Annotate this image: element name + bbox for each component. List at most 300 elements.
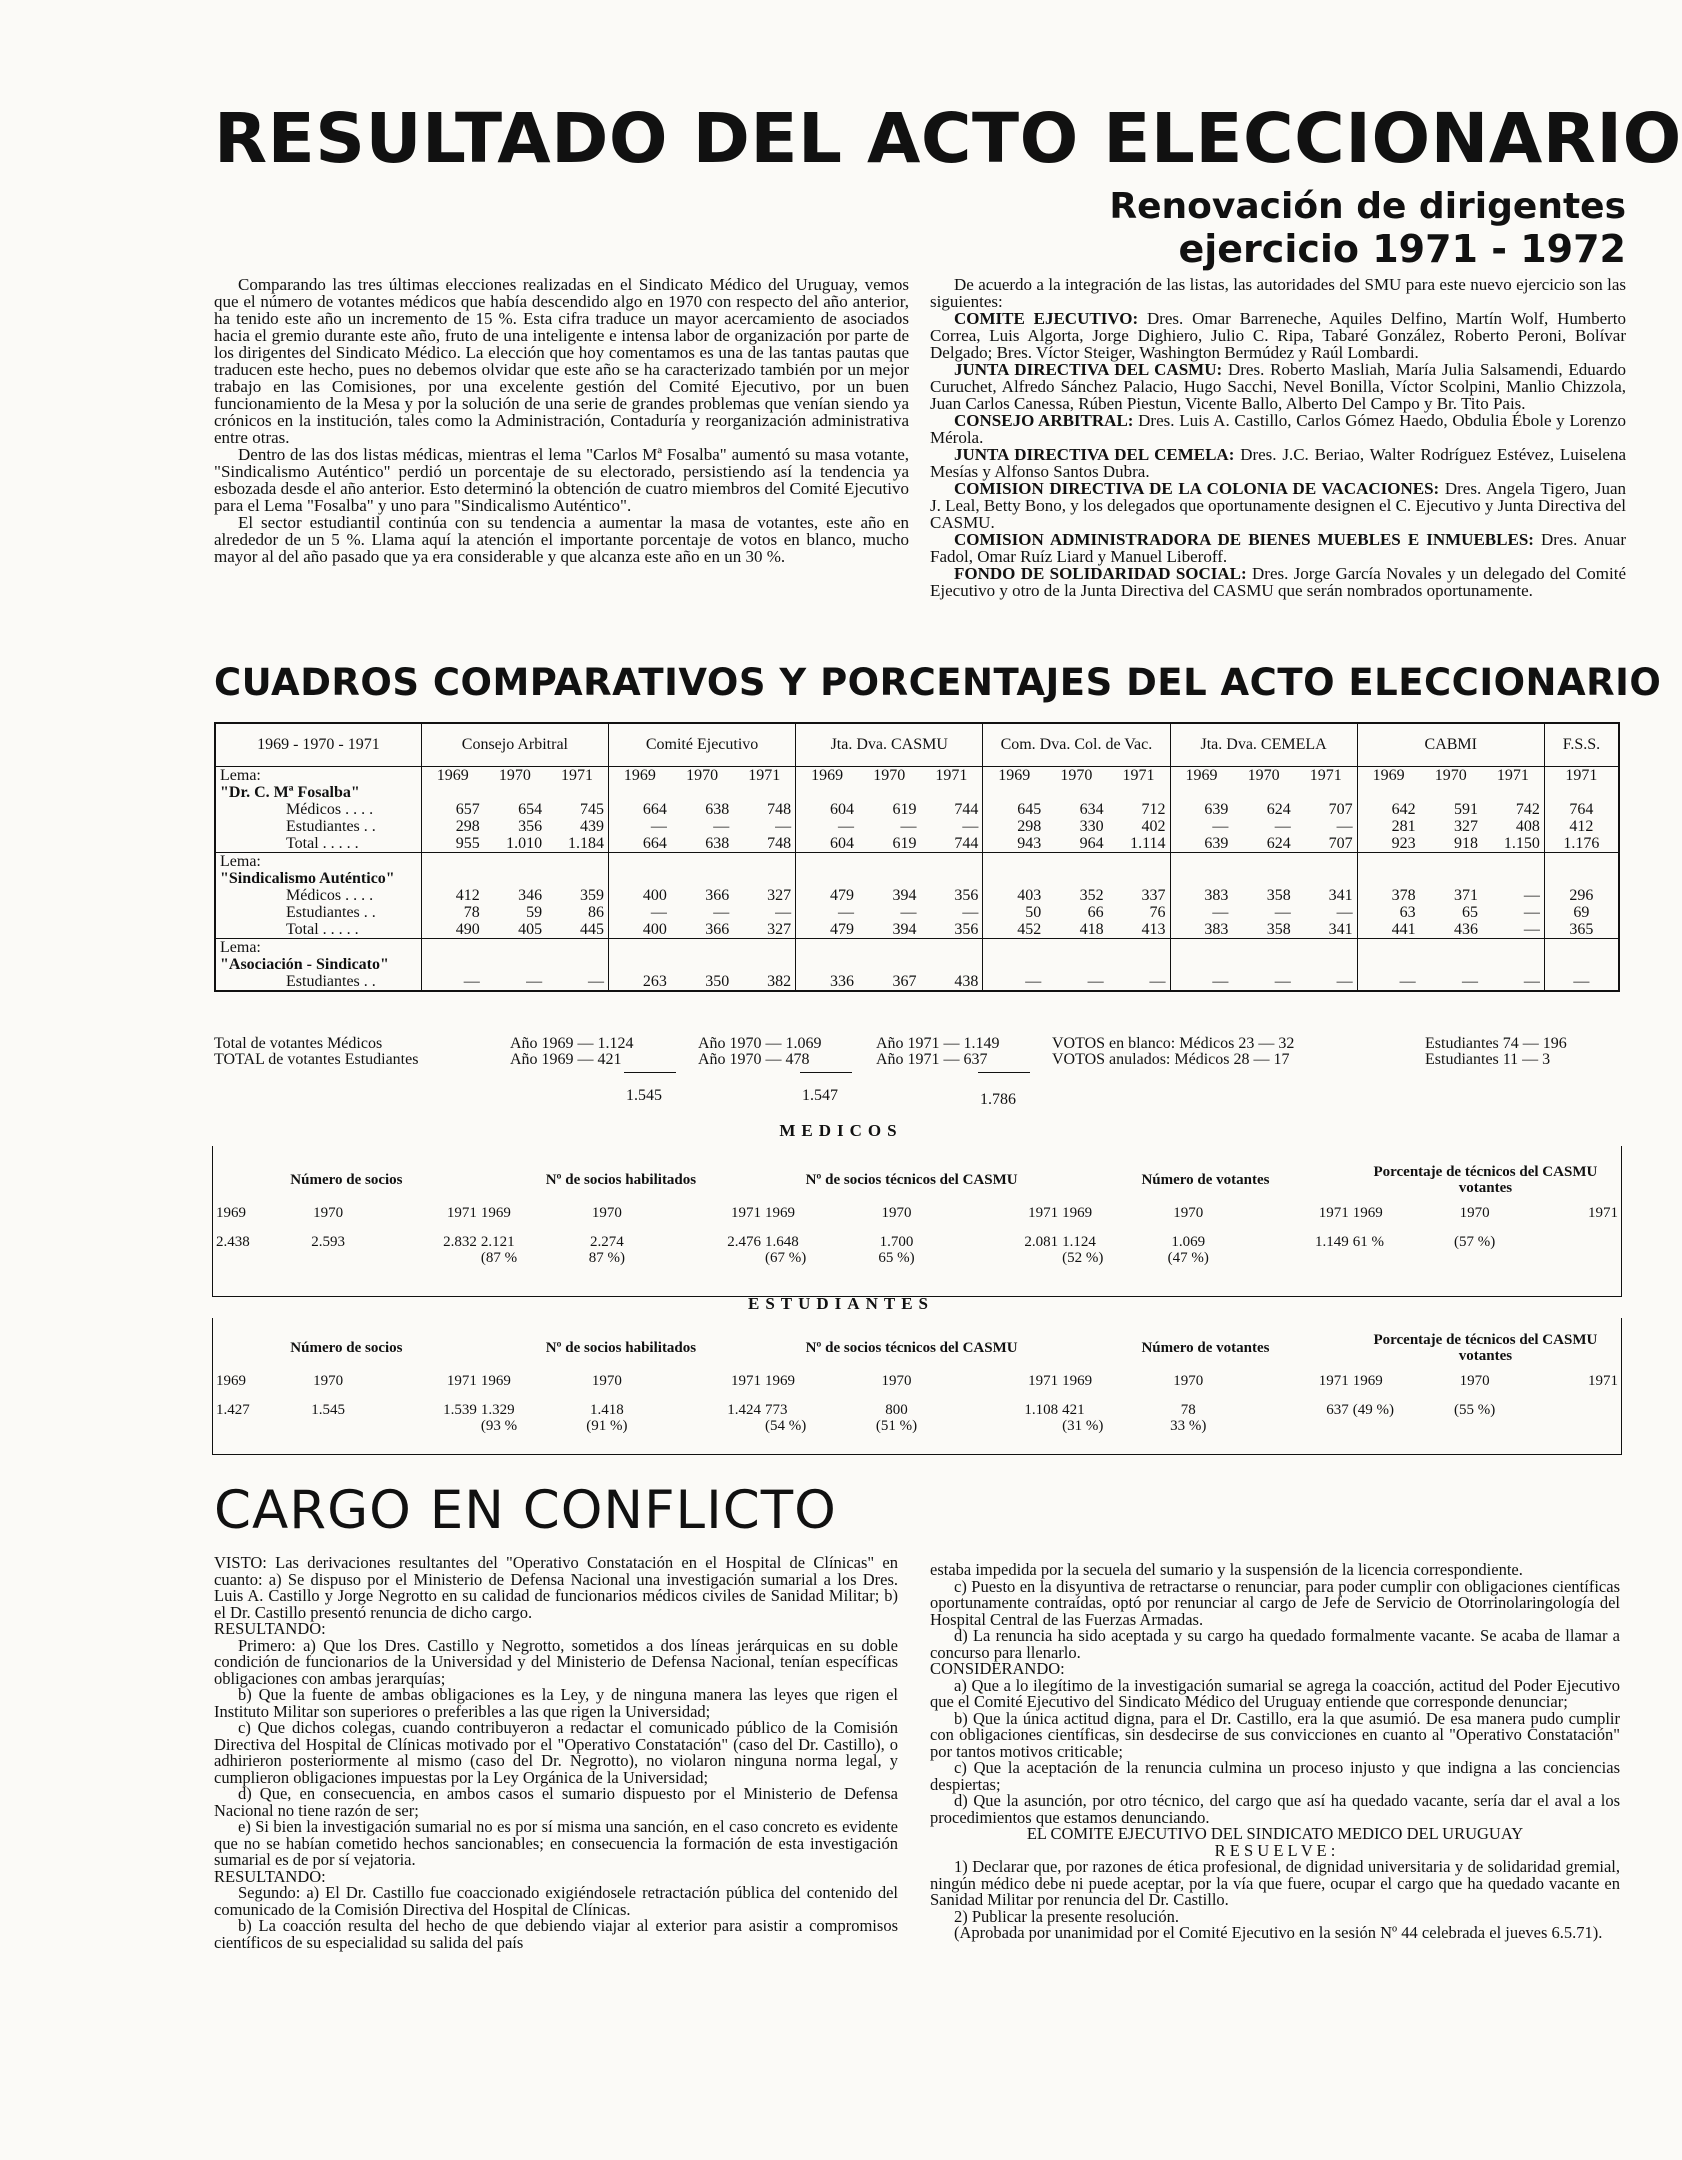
value-cell: — <box>1523 921 1540 938</box>
percent-cell: (93 % <box>480 1418 518 1434</box>
empty-cell <box>608 870 670 887</box>
year-cell: 1970 <box>1045 767 1107 785</box>
year-cell <box>858 939 920 957</box>
value-cell: 637 <box>1326 1402 1349 1418</box>
totals-med-1970: Año 1970 — 1.069 <box>698 1035 822 1052</box>
row-label: Total . . . . . <box>215 921 421 939</box>
empty-cell <box>858 956 920 973</box>
totals-sum-1969: 1.545 <box>626 1087 662 1104</box>
value-cell: 1.700 <box>879 1234 914 1250</box>
value-cell: 2.593 <box>311 1234 345 1250</box>
empty-cell <box>1482 784 1544 801</box>
value-cell: 1.010 <box>506 835 543 852</box>
totals-med-1969: Año 1969 — 1.124 <box>510 1035 634 1052</box>
value-cell: — <box>1045 973 1107 991</box>
value-cell: — <box>1274 904 1291 921</box>
value-cell: 281 <box>1357 818 1419 835</box>
empty-cell <box>484 784 546 801</box>
value-cell: — <box>962 818 979 835</box>
value-cell: 943 <box>983 835 1045 853</box>
value-cell: 664 <box>608 835 670 853</box>
value-cell: 479 <box>796 921 858 939</box>
cargo-paragraph: d) Que la asunción, por otro técnico, del cargo que así ha quedado vacante, sería dar el aval a los procedimientos que estamos denunciando. <box>930 1791 1620 1827</box>
empty-cell <box>920 870 982 887</box>
lema-data-row <box>215 801 1619 818</box>
percent-cell <box>382 1250 479 1266</box>
value-cell: 59 <box>526 904 543 921</box>
empty-cell <box>484 870 546 887</box>
value-cell: — <box>608 904 670 921</box>
authority-members: Dres. Jorge García Novales y un delegado del Comité Ejecutivo y otro de la Junta Directiva del CASMU que serán nombrados oportunamente. <box>930 564 1626 600</box>
empty-cell <box>1420 956 1482 973</box>
percent-cell <box>1247 1418 1350 1434</box>
value-cell: — <box>775 904 792 921</box>
value-cell: 645 <box>983 801 1045 818</box>
authority-entry <box>930 531 1626 565</box>
empty-cell <box>858 784 920 801</box>
lema-name: "Sindicalismo Auténtico" <box>215 870 421 887</box>
year-cell: 1969 <box>216 1205 246 1221</box>
value-cell: 298 <box>983 818 1045 835</box>
value-cell: 336 <box>796 973 858 991</box>
year-cell: 1971 <box>1028 1205 1059 1221</box>
year-cell: 1970 <box>1420 767 1482 785</box>
value-cell: — <box>1336 818 1353 835</box>
cargo-paragraph: estaba impedida por la secuela del sumario y la suspensión de la licencia correspondiente. <box>930 1560 1523 1579</box>
year-cell <box>546 939 608 957</box>
empty-cell <box>920 956 982 973</box>
estudiantes-percent-row <box>214 1418 1620 1434</box>
empty-cell <box>1420 784 1482 801</box>
empty-cell <box>1357 784 1419 801</box>
year-cell <box>421 939 483 957</box>
value-cell: 63 <box>1357 904 1419 921</box>
year-cell: 1969 <box>796 767 858 785</box>
value-cell: 337 <box>1141 887 1166 904</box>
percent-cell: (87 % <box>480 1250 518 1266</box>
value-cell: 352 <box>1079 887 1104 904</box>
value-cell: 436 <box>1453 921 1478 938</box>
value-cell: 955 <box>421 835 483 853</box>
lema-name-row <box>215 870 1619 887</box>
lema-data-row <box>215 835 1619 853</box>
value-cell: 1.150 <box>1503 835 1540 852</box>
year-cell: 1970 <box>591 1373 622 1389</box>
lema-name: "Asociación - Sindicato" <box>215 956 421 973</box>
empty-cell <box>1544 784 1619 801</box>
year-cell <box>1045 939 1107 957</box>
value-cell: 383 <box>1170 887 1232 904</box>
value-cell: 591 <box>1453 801 1478 818</box>
percent-cell: (52 %) <box>1062 1250 1104 1266</box>
year-cell <box>671 939 733 957</box>
percent-cell <box>1415 1418 1533 1434</box>
headline: RESULTADO DEL ACTO ELECCIONARIO <box>214 99 1682 179</box>
cargo-left-column <box>214 1555 898 1951</box>
value-cell: 707 <box>1328 835 1353 852</box>
authority-entry <box>930 565 1626 599</box>
value-cell: 365 <box>1544 921 1619 939</box>
lema-data-row <box>215 887 1619 904</box>
percent-cell <box>1534 1250 1620 1266</box>
value-cell: 382 <box>733 973 795 991</box>
authority-label: FONDO DE SOLIDARIDAD SOCIAL: <box>954 564 1247 583</box>
year-cell <box>1482 939 1544 957</box>
year-cell <box>1108 939 1170 957</box>
value-cell: (49 %) <box>1352 1402 1395 1418</box>
empty-cell <box>421 956 483 973</box>
value-cell: 356 <box>954 921 979 938</box>
lema-year-row <box>215 939 1619 957</box>
cargo-paragraph: c) Puesto en la disyuntiva de retractarse o renunciar, para poder cumplir con obligaciones científicas oportunamente contraídas, optó por renunciar al cargo de Jefe de Servicio de Otorrinolaringología del Hospital Central de las Fuerzas Armadas. <box>930 1576 1620 1629</box>
value-cell: 2.274 <box>590 1234 624 1250</box>
percent-cell: 65 %) <box>878 1250 915 1266</box>
value-cell: 1.184 <box>567 835 604 852</box>
cargo-paragraph: e) Si bien la investigación sumarial no es por sí misma una sanción, en el caso concreto es evidente que no se habían cometido hechos sancionables; en consecuencia la formación de esta investigación sumarial es de por sí vejatoria. <box>214 1817 898 1869</box>
cargo-title: CARGO EN CONFLICTO <box>214 1480 837 1541</box>
year-cell: 1969 <box>765 1205 796 1221</box>
value-cell: 1.427 <box>216 1402 250 1418</box>
value-cell <box>1534 1226 1620 1250</box>
votos-blanco-estudiantes: Estudiantes 74 — 196 <box>1425 1035 1567 1052</box>
value-cell: 78 <box>1180 1402 1196 1418</box>
year-cell: 1970 <box>881 1205 912 1221</box>
empty-cell <box>421 784 483 801</box>
year-cell <box>1420 939 1482 957</box>
year-cell: 1969 <box>1352 1373 1383 1389</box>
value-cell: 2.476 <box>727 1234 762 1250</box>
value-cell: — <box>1108 973 1170 991</box>
value-cell: 400 <box>608 921 670 939</box>
year-cell: 1971 <box>731 1373 762 1389</box>
year-cell: 1971 <box>1318 1373 1349 1389</box>
year-cell <box>796 853 858 871</box>
year-cell: 1969 <box>1062 1205 1093 1221</box>
value-cell: 421 <box>1062 1402 1085 1418</box>
value-cell: 346 <box>518 887 543 904</box>
authority-entry <box>930 480 1626 531</box>
subhead-line-1: Renovación de dirigentes <box>1109 186 1626 227</box>
year-cell <box>1357 853 1419 871</box>
empty-cell <box>546 784 608 801</box>
authority-label: JUNTA DIRECTIVA DEL CEMELA: <box>954 445 1235 464</box>
estudiantes-header: Número de socios <box>290 1340 403 1356</box>
empty-cell <box>421 870 483 887</box>
value-cell: 65 <box>1461 904 1478 921</box>
value-cell <box>1534 1394 1620 1418</box>
comparative-title: CUADROS COMPARATIVOS Y PORCENTAJES DEL ACTO ELECCIONARIO <box>214 661 1662 704</box>
totals-est-1970: Año 1970 — 478 <box>698 1051 810 1068</box>
value-cell: — <box>1274 818 1291 835</box>
value-cell: 624 <box>1266 835 1291 852</box>
value-cell: 78 <box>421 904 483 921</box>
value-cell: 745 <box>579 801 604 818</box>
lema-data-row <box>215 921 1619 939</box>
left-article-paragraph: Comparando las tres últimas elecciones realizadas en el Sindicato Médico del Uruguay, vemos que el número de votantes médicos que había descendido algo en 1970 con respecto del año anterior, ha tenido este año un incremento de 15 %. Esta cifra traduce un mayor acercamiento de asociados hacia el gremio durante este año, fruto de una inteligente e intensa labor de organización por parte de los dirigentes del Sindicato Médico. La elección que hoy comentamos es una de las tantas pautas que traducen este hecho, pues no debemos olvidar que este año se ha caracterizado también por un mejor trabajo en las Comisiones, por una excelente gestión del Comité Ejecutivo, por un buen funcionamiento de la Mesa y por la solución de una serie de grandes problemas que venían siendo ya crónicos en la institución, tales como la Administración, Contaduría y reorganización administrativa entre otras. <box>214 275 909 447</box>
empty-cell <box>1295 870 1357 887</box>
value-cell: — <box>1357 973 1419 991</box>
percent-cell <box>666 1250 763 1266</box>
value-cell: 1.648 <box>765 1234 799 1250</box>
right-article-intro: De acuerdo a la integración de las listas, las autoridades del SMU para este nuevo ejercicio son las siguientes: <box>930 275 1626 311</box>
authority-members: Dres. Omar Barreneche, Aquiles Delfino, Martín Wolf, Humberto Correa, Luis Algorta, Jorge Dighiero, Julio C. Ripa, Tabaré González, Roberto Peroni, Bolívar Delgado; Bres. Víctor Steiger, Washington Bermúdez y Raúl Lombardi. <box>930 309 1626 362</box>
year-cell: 1970 <box>484 767 546 785</box>
cargo-paragraph: RESULTANDO: <box>214 1866 326 1886</box>
subhead-line-2: ejercicio 1971 - 1972 <box>1178 227 1626 271</box>
cargo-paragraph: RESULTANDO: <box>214 1619 326 1638</box>
empty-cell <box>733 956 795 973</box>
empty-cell <box>1357 956 1419 973</box>
header-group: CABMI <box>1357 723 1544 767</box>
year-cell: 1970 <box>313 1205 344 1221</box>
percent-cell <box>214 1250 274 1266</box>
value-cell: 638 <box>705 835 730 852</box>
year-cell: 1970 <box>671 767 733 785</box>
value-cell: 438 <box>920 973 982 991</box>
value-cell: 634 <box>1079 801 1104 818</box>
value-cell: 358 <box>1266 887 1291 904</box>
empty-cell <box>671 784 733 801</box>
empty-cell <box>608 956 670 973</box>
year-cell <box>920 853 982 871</box>
empty-cell <box>920 784 982 801</box>
year-cell: 1969 <box>1352 1205 1383 1221</box>
value-cell: 624 <box>1266 801 1291 818</box>
cargo-paragraph: d) Que, en consecuencia, en ambos casos el sumario dispuesto por el Ministerio de Defensa Nacional no tiene razón de ser; <box>214 1784 898 1820</box>
percent-cell: (51 %) <box>875 1418 918 1434</box>
year-cell <box>1357 939 1419 957</box>
percent-cell <box>274 1418 382 1434</box>
empty-cell <box>1357 870 1419 887</box>
value-cell: 403 <box>983 887 1045 904</box>
empty-cell <box>1295 956 1357 973</box>
authority-label: CONSEJO ARBITRAL: <box>954 411 1134 430</box>
year-cell <box>608 939 670 957</box>
year-cell: 1969 <box>480 1373 511 1389</box>
value-cell: 408 <box>1515 818 1540 835</box>
value-cell: — <box>962 904 979 921</box>
year-cell: 1969 <box>1357 767 1419 785</box>
lema-data-row <box>215 904 1619 921</box>
value-cell: — <box>900 904 917 921</box>
empty-cell <box>1482 870 1544 887</box>
votos-blanco: VOTOS en blanco: Médicos 23 — 32 <box>1052 1035 1295 1052</box>
year-cell: 1970 <box>858 767 920 785</box>
empty-cell <box>671 870 733 887</box>
value-cell: — <box>1523 904 1540 921</box>
value-cell: 654 <box>518 801 543 818</box>
empty-cell <box>1232 870 1294 887</box>
year-cell <box>1170 939 1232 957</box>
medicos-percent-row <box>214 1250 1620 1266</box>
header-group: Jta. Dva. CASMU <box>796 723 983 767</box>
value-cell: — <box>1544 973 1619 991</box>
value-cell: 350 <box>671 973 733 991</box>
value-cell: 341 <box>1328 887 1353 904</box>
value-cell: 327 <box>767 921 792 938</box>
value-cell: 441 <box>1357 921 1419 939</box>
empty-cell <box>1420 870 1482 887</box>
percent-cell <box>1351 1250 1416 1266</box>
value-cell: 657 <box>421 801 483 818</box>
cargo-paragraph: 1) Declarar que, por razones de ética profesional, de dignidad universitaria y de solidaridad gremial, ningún médico debe ni puede aceptar, por la vía que fuere, ocupar el cargo que ha quedado vacante en Sanidad Militar por renuncia del Dr. Castillo. <box>930 1857 1620 1909</box>
value-cell: 418 <box>1079 921 1104 938</box>
value-cell: 366 <box>705 887 730 904</box>
year-cell: 1971 <box>1544 767 1619 785</box>
header-group: Jta. Dva. CEMELA <box>1170 723 1357 767</box>
value-cell: — <box>900 818 917 835</box>
year-cell: 1970 <box>1232 767 1294 785</box>
empty-cell <box>1045 956 1107 973</box>
percent-cell <box>961 1250 1060 1266</box>
lema-year-row <box>215 853 1619 871</box>
medicos-table <box>214 1160 1620 1266</box>
year-cell: 1971 <box>1588 1205 1618 1221</box>
cargo-paragraph: R E S U E L V E : <box>1214 1840 1336 1860</box>
value-cell: 356 <box>518 818 543 835</box>
year-cell: 1969 <box>421 767 483 785</box>
value-cell: — <box>1170 904 1232 921</box>
year-cell: 1970 <box>313 1373 344 1389</box>
empty-cell <box>1170 870 1232 887</box>
empty-cell <box>1108 784 1170 801</box>
totals-estudiantes-label: TOTAL de votantes Estudiantes <box>214 1051 419 1068</box>
value-cell: — <box>713 818 730 835</box>
value-cell: — <box>983 973 1045 991</box>
lema-label: Lema: <box>215 767 421 785</box>
value-cell: 327 <box>767 887 792 904</box>
value-cell: — <box>608 818 670 835</box>
value-cell: — <box>775 818 792 835</box>
empty-cell <box>1170 956 1232 973</box>
value-cell: 748 <box>767 835 792 852</box>
value-cell: 439 <box>579 818 604 835</box>
value-cell: — <box>1420 973 1482 991</box>
value-cell: — <box>546 973 608 991</box>
year-cell <box>1170 853 1232 871</box>
empty-cell <box>1232 784 1294 801</box>
value-cell: 296 <box>1544 887 1619 904</box>
year-cell: 1971 <box>1295 767 1357 785</box>
authority-label: COMISION ADMINISTRADORA DE BIENES MUEBLES E INMUEBLES: <box>954 530 1534 549</box>
votos-anulados: VOTOS anulados: Médicos 28 — 17 <box>1052 1051 1290 1068</box>
year-cell: 1971 <box>920 767 982 785</box>
empty-cell <box>733 784 795 801</box>
value-cell: 2.081 <box>1024 1234 1059 1250</box>
percent-cell: (54 %) <box>765 1418 807 1434</box>
value-cell: 61 % <box>1352 1234 1385 1250</box>
value-cell: — <box>1170 973 1232 991</box>
medicos-year-row <box>214 1200 1620 1226</box>
header-group: Comité Ejecutivo <box>608 723 795 767</box>
value-cell: 1.114 <box>1130 835 1166 852</box>
empty-cell <box>484 956 546 973</box>
year-cell: 1971 <box>446 1373 477 1389</box>
year-cell: 1970 <box>1173 1373 1204 1389</box>
authority-members: Dres. J.C. Beriao, Walter Rodríguez Estévez, Luiselena Mesías y Alfonso Santos Dubra. <box>930 445 1627 481</box>
row-label: Médicos . . . . <box>215 887 421 904</box>
empty-cell <box>733 870 795 887</box>
year-cell: 1971 <box>733 767 795 785</box>
value-cell: 298 <box>421 818 483 835</box>
value-cell: 86 <box>587 904 604 921</box>
year-cell <box>484 853 546 871</box>
value-cell: 638 <box>705 801 730 818</box>
year-cell <box>1232 939 1294 957</box>
year-cell <box>1045 853 1107 871</box>
estudiantes-title: ESTUDIANTES <box>748 1294 934 1313</box>
year-cell: 1969 <box>983 767 1045 785</box>
value-cell: 412 <box>1544 818 1619 835</box>
year-cell <box>858 853 920 871</box>
lema-name: "Dr. C. Mª Fosalba" <box>215 784 421 801</box>
value-cell: 367 <box>858 973 920 991</box>
value-cell: 412 <box>421 887 483 904</box>
value-cell: 366 <box>705 921 730 938</box>
cargo-right-column <box>930 1562 1620 1942</box>
year-cell: 1970 <box>591 1205 622 1221</box>
year-cell: 1971 <box>1108 767 1170 785</box>
empty-cell <box>1045 870 1107 887</box>
value-cell: — <box>1170 818 1232 835</box>
percent-cell <box>666 1418 763 1434</box>
lema-data-row <box>215 973 1619 991</box>
value-cell: 707 <box>1328 801 1353 818</box>
value-cell: — <box>1523 887 1540 904</box>
value-cell: 394 <box>892 887 917 904</box>
left-article-paragraph: El sector estudiantil continúa con su tendencia a aumentar la masa de votantes, este año en alrededor de un 5 %. Llama aquí la atención el importante porcentaje de votos en blanco, mucho mayor al del año pasado que ya era considerable y que alcanza este año en un 30 %. <box>214 513 909 566</box>
value-cell: 330 <box>1079 818 1104 835</box>
value-cell: — <box>1232 973 1294 991</box>
value-cell: 619 <box>892 801 917 818</box>
value-cell: 604 <box>796 801 858 818</box>
year-cell <box>484 939 546 957</box>
value-cell: 50 <box>983 904 1045 921</box>
year-cell: 1969 <box>480 1205 511 1221</box>
lema-name-row <box>215 784 1619 801</box>
empty-cell <box>796 784 858 801</box>
value-cell: 1.124 <box>1062 1234 1096 1250</box>
value-cell: 964 <box>1079 835 1104 852</box>
empty-cell <box>1108 870 1170 887</box>
percent-cell <box>382 1418 479 1434</box>
percent-cell <box>961 1418 1060 1434</box>
cargo-paragraph: (Aprobada por unanimidad por el Comité Ejecutivo en la sesión Nº 44 celebrada el jueves 6.5.71). <box>954 1923 1603 1942</box>
value-cell: 764 <box>1544 801 1619 818</box>
percent-cell <box>1247 1250 1350 1266</box>
medicos-value-row <box>214 1226 1620 1250</box>
year-cell <box>920 939 982 957</box>
lema-label: Lema: <box>215 853 421 871</box>
year-cell <box>733 939 795 957</box>
year-cell <box>983 939 1045 957</box>
year-cell: 1970 <box>1173 1205 1204 1221</box>
percent-cell <box>1534 1418 1620 1434</box>
empty-cell <box>1232 956 1294 973</box>
year-cell: 1970 <box>1459 1205 1490 1221</box>
value-cell: 744 <box>954 801 979 818</box>
year-cell <box>1482 853 1544 871</box>
cargo-paragraph: 2) Publicar la presente resolución. <box>954 1906 1179 1926</box>
sum-rule <box>800 1072 852 1073</box>
percent-cell: (91 %) <box>586 1418 628 1434</box>
value-cell: 341 <box>1328 921 1353 938</box>
value-cell: 413 <box>1141 921 1166 938</box>
comparative-header-row <box>215 723 1619 767</box>
value-cell: (55 %) <box>1453 1402 1496 1418</box>
year-cell <box>1544 939 1619 957</box>
sum-rule <box>624 1072 676 1073</box>
